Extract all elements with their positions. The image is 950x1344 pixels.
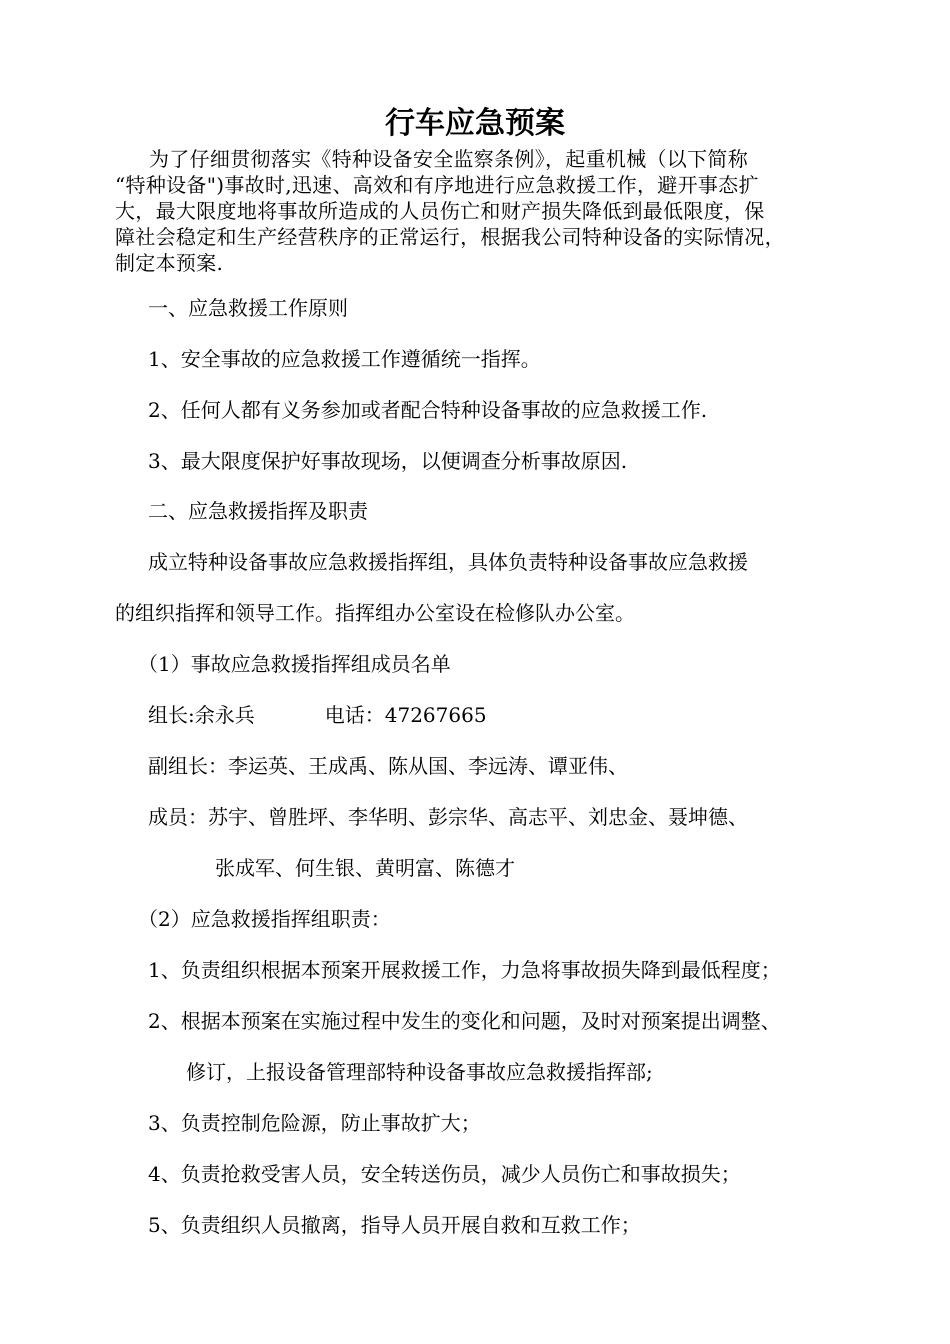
- section2-heading: 二、应急救援指挥及职责: [148, 499, 368, 523]
- principle-item: 3、最大限度保护好事故现场，以便调查分析事故原因.: [148, 449, 628, 473]
- intro-line: “特种设备")事故时,迅速、高效和有序地进行应急救援工作，避开事态扩: [115, 173, 759, 197]
- duty-item: 5、负责组织人员撤离，指导人员开展自救和互救工作；: [148, 1213, 641, 1237]
- duty-item: 4、负责抢救受害人员，安全转送伤员，减少人员伤亡和事故损失；: [148, 1162, 741, 1186]
- intro-paragraph: [115, 146, 855, 276]
- members-line: 张成军、何生银、黄明富、陈德才: [215, 856, 515, 880]
- duty-item: 3、负责控制危险源，防止事故扩大；: [148, 1111, 481, 1135]
- duty-item-continued: 修订，上报设备管理部特种设备事故应急救援指挥部;: [186, 1060, 653, 1084]
- intro-line: 大，最大限度地将事故所造成的人员伤亡和财产损失降低到最低限度，保: [115, 199, 765, 223]
- deputy-leaders: 副组长：李运英、王成禹、陈从国、李远涛、谭亚伟、: [148, 754, 628, 778]
- command-paragraph-line: 的组织指挥和领导工作。指挥组办公室设在检修队办公室。: [115, 601, 635, 625]
- duty-item: 1、负责组织根据本预案开展救援工作，力急将事故损失降到最低程度；: [148, 958, 781, 982]
- principle-item: 2、任何人都有义务参加或者配合特种设备事故的应急救援工作.: [148, 398, 708, 422]
- leader-name: 组长:余永兵: [148, 703, 255, 727]
- leader-line: [148, 701, 487, 729]
- members-line: 成员：苏宇、曾胜坪、李华明、彭宗华、高志平、刘忠金、聂坤德、: [148, 805, 748, 829]
- intro-line: 制定本预案.: [115, 251, 224, 275]
- principle-item: 1、安全事故的应急救援工作遵循统一指挥。: [148, 347, 541, 371]
- section1-heading: 一、应急救援工作原则: [148, 296, 348, 320]
- leader-phone: 电话：47267665: [324, 703, 487, 727]
- members-subheading: （1）事故应急救援指挥组成员名单: [138, 652, 451, 676]
- intro-line: 障社会稳定和生产经营秩序的正常运行，根据我公司特种设备的实际情况，: [115, 225, 785, 249]
- command-paragraph-line: 成立特种设备事故应急救援指挥组，具体负责特种设备事故应急救援: [148, 550, 748, 574]
- intro-line: 为了仔细贯彻落实《特种设备安全监察条例》，起重机械（以下简称: [149, 147, 748, 171]
- duty-item: 2、根据本预案在实施过程中发生的变化和问题，及时对预案提出调整、: [148, 1009, 781, 1033]
- duties-subheading: （2）应急救援指挥组职责：: [138, 907, 391, 931]
- document-title: 行车应急预案: [385, 106, 565, 141]
